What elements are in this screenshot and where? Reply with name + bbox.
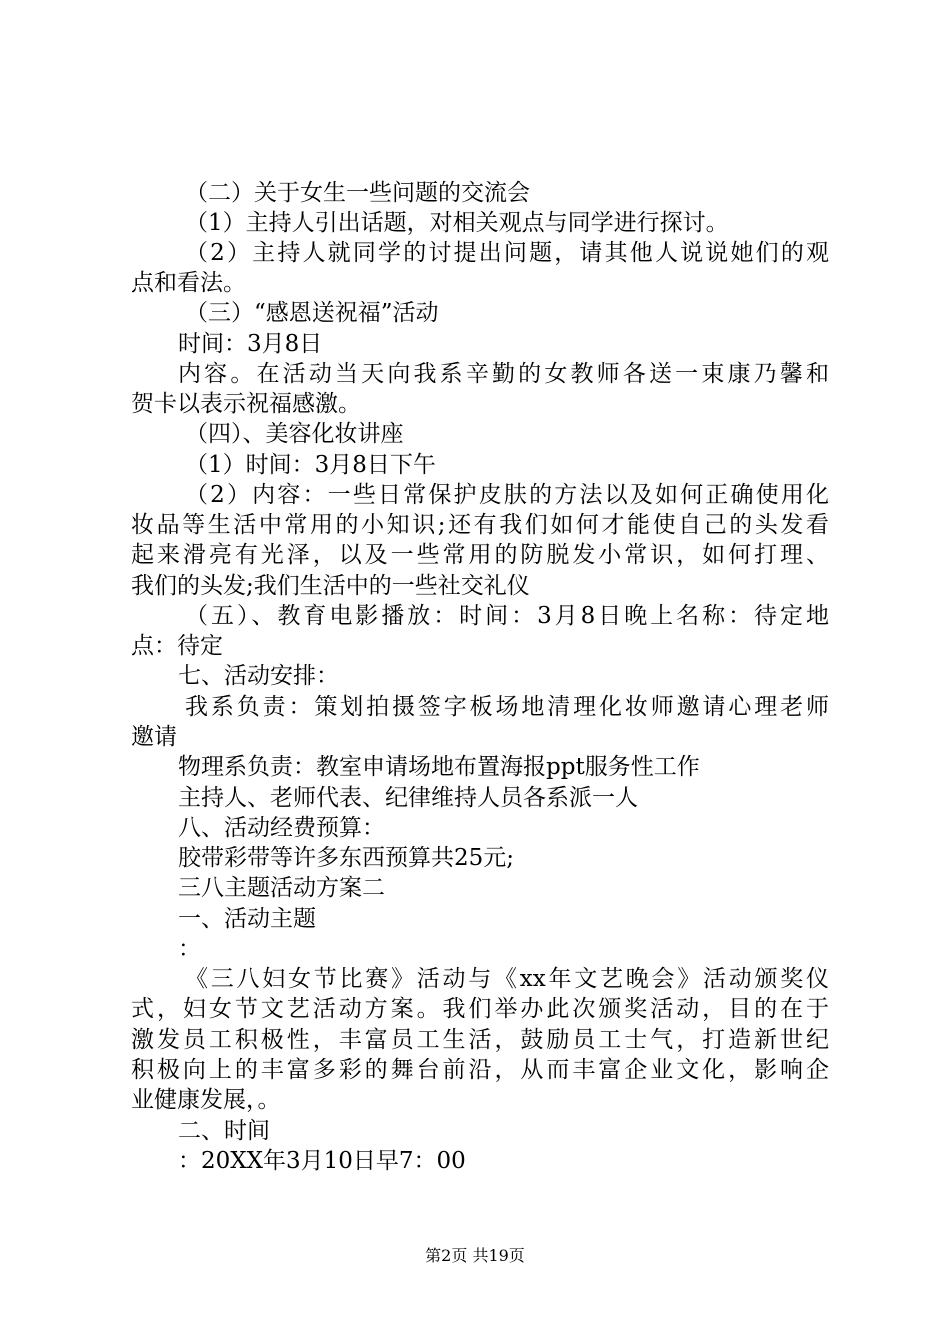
text-line: 式，妇女节文艺活动方案。我们举办此次颁奖活动，目的在于: [131, 996, 829, 1022]
text-line: 三八主题活动方案二: [178, 875, 385, 901]
text-line: 胶带彩带等许多东西预算共25元;: [178, 845, 515, 871]
text-line: （五）、教育电影播放：时间：3月8日晚上名称：待定地: [185, 603, 829, 629]
text-line: 贺卡以表示祝福感激。: [131, 391, 361, 417]
text-line: （四）、美容化妆讲座: [185, 421, 404, 447]
text-line: 业健康发展，。: [131, 1087, 281, 1113]
text-line: （二）关于女生一些问题的交流会: [185, 180, 530, 206]
text-line: 时间：3月8日: [178, 331, 323, 357]
text-line: 点和看法。: [131, 270, 246, 296]
text-line: 我们的头发;我们生活中的一些社交礼仪: [131, 573, 530, 599]
text-line: 我系负责：策划拍摄签字板场地清理化妆师邀请心理老师: [185, 694, 829, 720]
text-line: （1）时间：3月8日下午: [185, 452, 436, 478]
text-line: 点：待定: [131, 633, 223, 659]
text-line: 《三八妇女节比赛》活动与《xx年文艺晚会》活动颁奖仪: [185, 966, 829, 992]
text-line: 物理系负责：教室申请场地布置海报ppt服务性工作: [178, 754, 700, 780]
text-line: 七、活动安排：: [178, 663, 339, 689]
text-line: 妆品等生活中常用的小知识;还有我们如何才能使自己的头发看: [131, 512, 829, 538]
text-line: （1）主持人引出话题，对相关观点与同学进行探讨。: [185, 210, 729, 236]
text-line: 积极向上的丰富多彩的舞台前沿，从而丰富企业文化，影响企: [131, 1057, 829, 1083]
text-line: 主持人、老师代表、纪律维持人员各系派一人: [178, 785, 638, 811]
text-line: （2）内容：一些日常保护皮肤的方法以及如何正确使用化: [185, 482, 829, 508]
text-line: （2）主持人就同学的讨提出问题，请其他人说说她们的观: [185, 240, 829, 266]
text-line: 二、时间: [178, 1118, 270, 1144]
text-line: 起来滑亮有光泽，以及一些常用的防脱发小常识，如何打理、: [131, 542, 829, 568]
text-line: ：: [178, 936, 201, 962]
text-line: 八、活动经费预算：: [178, 815, 385, 841]
text-line: 激发员工积极性，丰富员工生活，鼓励员工士气，打造新世纪: [131, 1027, 829, 1053]
text-line: 内容。在活动当天向我系辛勤的女教师各送一束康乃馨和: [178, 361, 829, 387]
text-line: （三）“感恩送祝福”活动: [185, 300, 439, 326]
page-footer: 第2页 共19页: [425, 1246, 525, 1265]
text-line: 邀请: [131, 724, 177, 750]
text-line: ：20XX年3月10日早7：00: [178, 1148, 466, 1174]
text-line: 一、活动主题: [178, 906, 316, 932]
